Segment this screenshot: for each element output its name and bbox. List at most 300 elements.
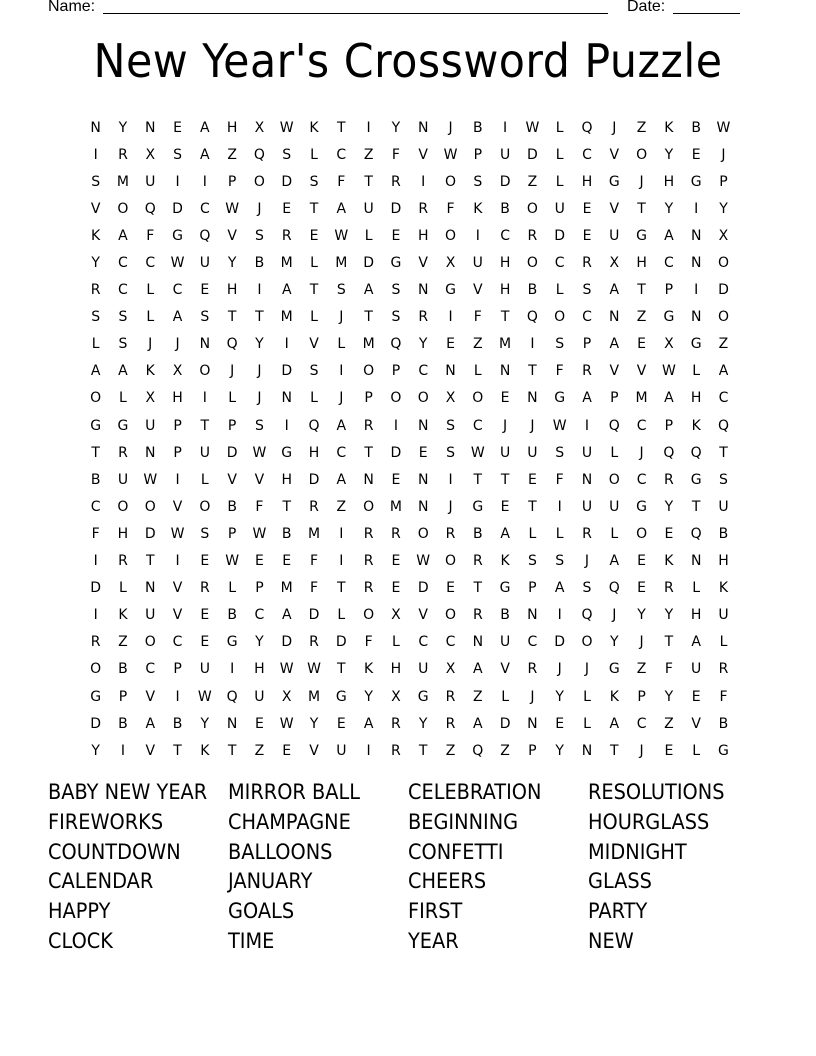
grid-cell[interactable]: T [473,471,483,488]
grid-cell[interactable]: R [118,444,128,461]
grid-cell[interactable]: A [609,715,620,732]
grid-cell[interactable]: A [664,227,674,244]
grid-cell[interactable]: R [363,580,374,597]
grid-cell[interactable]: A [363,282,374,299]
grid-cell[interactable]: C [254,607,265,624]
grid-cell[interactable]: N [472,634,484,651]
grid-cell[interactable]: P [227,417,237,434]
grid-cell[interactable]: W [252,444,267,461]
grid-cell[interactable]: O [417,525,429,542]
grid-cell[interactable]: L [610,444,619,461]
grid-cell[interactable]: H [663,173,675,190]
grid-cell[interactable]: T [173,742,182,759]
grid-cell[interactable]: P [173,661,182,678]
grid-cell[interactable]: T [309,200,319,217]
grid-cell[interactable]: E [336,715,346,732]
grid-cell[interactable]: S [200,525,210,542]
grid-cell[interactable]: T [528,498,537,515]
grid-cell[interactable]: H [499,255,511,272]
grid-cell[interactable]: T [145,553,155,570]
grid-cell[interactable]: P [664,282,674,299]
grid-cell[interactable]: N [527,607,538,624]
grid-cell[interactable]: C [582,146,592,163]
grid-cell[interactable]: T [610,742,619,759]
grid-cell[interactable]: M [307,688,321,705]
grid-cell[interactable]: T [528,363,537,380]
grid-cell[interactable]: P [173,444,182,461]
grid-cell[interactable]: I [366,119,371,136]
grid-cell[interactable]: M [280,255,293,272]
grid-cell[interactable]: A [118,227,128,244]
grid-cell[interactable]: O [444,553,457,570]
grid-cell[interactable]: P [364,390,373,407]
grid-cell[interactable]: E [637,580,647,597]
grid-cell[interactable]: C [145,255,156,272]
grid-cell[interactable]: U [117,471,129,488]
grid-cell[interactable]: D [308,607,320,624]
grid-cell[interactable]: L [146,282,155,299]
grid-cell[interactable]: C [336,146,347,163]
grid-cell[interactable]: T [719,444,728,461]
grid-cell[interactable]: I [339,363,344,380]
grid-cell[interactable]: X [445,255,456,272]
grid-cell[interactable]: X [254,119,265,136]
grid-cell[interactable]: E [173,119,182,136]
grid-cell[interactable]: U [336,742,347,759]
grid-cell[interactable]: D [554,634,566,651]
grid-cell[interactable]: Y [391,119,401,136]
grid-cell[interactable]: L [555,146,564,163]
grid-cell[interactable]: R [391,742,401,759]
grid-cell[interactable]: C [636,715,647,732]
grid-cell[interactable]: R [472,553,483,570]
grid-cell[interactable]: Q [581,607,593,624]
grid-cell[interactable]: W [416,553,431,570]
grid-cell[interactable]: R [718,661,729,678]
grid-cell[interactable]: B [500,200,510,217]
grid-cell[interactable]: O [417,390,429,407]
grid-cell[interactable]: Q [253,146,265,163]
grid-cell[interactable]: P [473,146,483,163]
grid-cell[interactable]: A [473,661,483,678]
grid-cell[interactable]: R [363,525,374,542]
grid-cell[interactable]: V [691,715,701,732]
grid-cell[interactable]: Y [118,119,128,136]
grid-cell[interactable]: S [309,173,319,190]
grid-cell[interactable]: Q [717,417,729,434]
grid-cell[interactable]: S [473,173,483,190]
grid-cell[interactable]: D [390,444,402,461]
grid-cell[interactable]: H [390,661,402,678]
grid-cell[interactable]: L [501,688,509,705]
grid-cell[interactable]: R [391,715,401,732]
grid-cell[interactable]: O [581,634,593,651]
grid-cell[interactable]: I [694,200,699,217]
grid-cell[interactable]: H [636,255,647,272]
grid-cell[interactable]: L [91,336,100,353]
grid-cell[interactable]: O [199,498,211,515]
grid-cell[interactable]: C [445,634,456,651]
grid-cell[interactable]: L [555,119,564,136]
grid-cell[interactable]: N [199,336,211,353]
grid-cell[interactable]: U [527,444,538,461]
grid-cell[interactable]: U [254,688,265,705]
grid-cell[interactable]: Q [472,742,484,759]
grid-cell[interactable]: U [718,498,729,515]
grid-cell[interactable]: R [391,173,401,190]
grid-cell[interactable]: K [145,363,155,380]
grid-cell[interactable]: L [555,173,564,190]
grid-cell[interactable]: Q [608,580,620,597]
grid-cell[interactable]: Y [664,688,674,705]
grid-cell[interactable]: A [609,336,620,353]
grid-cell[interactable]: L [692,363,701,380]
grid-cell[interactable]: H [254,661,265,678]
grid-cell[interactable]: S [582,282,592,299]
grid-cell[interactable]: S [173,146,182,163]
grid-cell[interactable]: W [252,525,267,542]
grid-cell[interactable]: G [608,661,620,678]
grid-cell[interactable]: B [691,119,701,136]
grid-cell[interactable]: V [309,742,319,759]
grid-cell[interactable]: P [528,580,537,597]
grid-cell[interactable]: Y [255,336,264,353]
grid-cell[interactable]: S [719,471,728,488]
grid-cell[interactable]: A [172,309,183,326]
name-field[interactable] [103,13,608,14]
grid-cell[interactable]: R [582,525,592,542]
grid-cell[interactable]: S [336,282,346,299]
grid-cell[interactable]: S [91,173,101,190]
grid-cell[interactable]: A [200,119,210,136]
grid-cell[interactable]: Z [636,309,647,326]
grid-cell[interactable]: B [254,255,265,272]
grid-cell[interactable]: U [609,498,620,515]
grid-cell[interactable]: V [609,146,620,163]
grid-cell[interactable]: N [581,471,593,488]
grid-cell[interactable]: Z [636,119,647,136]
grid-cell[interactable]: O [199,363,211,380]
grid-cell[interactable]: R [472,607,483,624]
grid-cell[interactable]: Z [227,146,237,163]
grid-cell[interactable]: J [503,417,508,434]
grid-cell[interactable]: G [281,444,293,461]
grid-cell[interactable]: Y [255,634,264,651]
grid-cell[interactable]: I [257,282,262,299]
grid-cell[interactable]: E [200,634,210,651]
grid-cell[interactable]: F [446,200,455,217]
grid-cell[interactable]: T [364,444,373,461]
grid-cell[interactable]: V [172,607,183,624]
grid-cell[interactable]: G [690,471,702,488]
grid-cell[interactable]: U [609,227,620,244]
grid-cell[interactable]: G [417,688,429,705]
grid-cell[interactable]: J [175,336,180,353]
grid-cell[interactable]: N [90,119,101,136]
grid-cell[interactable]: V [309,336,319,353]
grid-cell[interactable]: T [282,498,291,515]
grid-cell[interactable]: R [527,227,538,244]
grid-cell[interactable]: W [143,471,158,488]
grid-cell[interactable]: M [116,173,129,190]
grid-cell[interactable]: B [118,661,128,678]
grid-cell[interactable]: E [500,498,510,515]
grid-cell[interactable]: Q [581,119,593,136]
grid-cell[interactable]: S [254,417,264,434]
grid-cell[interactable]: L [228,390,237,407]
grid-cell[interactable]: P [528,742,537,759]
grid-cell[interactable]: M [280,309,293,326]
grid-cell[interactable]: U [145,173,156,190]
grid-cell[interactable]: E [391,471,401,488]
grid-cell[interactable]: A [473,715,483,732]
grid-cell[interactable]: P [227,525,237,542]
grid-cell[interactable]: V [418,255,428,272]
grid-cell[interactable]: E [309,227,319,244]
grid-cell[interactable]: U [199,661,210,678]
grid-cell[interactable]: J [448,498,453,515]
grid-cell[interactable]: R [391,525,401,542]
grid-cell[interactable]: T [227,742,237,759]
grid-cell[interactable]: K [609,688,619,705]
grid-cell[interactable]: I [175,688,180,705]
grid-cell[interactable]: N [417,119,429,136]
grid-cell[interactable]: Y [227,255,237,272]
grid-cell[interactable]: C [527,634,538,651]
grid-cell[interactable]: E [391,227,401,244]
grid-cell[interactable]: I [557,607,562,624]
grid-cell[interactable]: R [527,661,538,678]
grid-cell[interactable]: Y [91,255,100,272]
grid-cell[interactable]: A [664,390,674,407]
grid-cell[interactable]: E [418,444,428,461]
grid-cell[interactable]: E [255,715,264,732]
grid-cell[interactable]: D [308,471,320,488]
grid-cell[interactable]: Y [418,336,428,353]
grid-cell[interactable]: V [145,742,156,759]
grid-cell[interactable]: Z [636,661,647,678]
grid-cell[interactable]: A [90,363,101,380]
grid-cell[interactable]: X [281,688,292,705]
grid-cell[interactable]: J [639,444,644,461]
grid-cell[interactable]: O [526,200,538,217]
grid-cell[interactable]: O [636,146,648,163]
grid-cell[interactable]: D [390,200,402,217]
grid-cell[interactable]: H [690,390,702,407]
grid-cell[interactable]: E [500,390,510,407]
grid-cell[interactable]: L [228,580,237,597]
grid-cell[interactable]: J [339,309,344,326]
grid-cell[interactable]: I [93,553,98,570]
grid-cell[interactable]: U [199,444,210,461]
grid-cell[interactable]: I [475,227,480,244]
grid-cell[interactable]: I [448,471,453,488]
grid-cell[interactable]: I [284,417,289,434]
grid-cell[interactable]: W [661,363,676,380]
grid-cell[interactable]: L [610,525,619,542]
grid-cell[interactable]: C [336,444,347,461]
grid-cell[interactable]: B [718,525,729,542]
grid-cell[interactable]: A [281,607,292,624]
grid-cell[interactable]: U [472,255,483,272]
grid-cell[interactable]: M [362,336,375,353]
grid-cell[interactable]: E [446,580,455,597]
grid-cell[interactable]: Z [664,715,674,732]
grid-cell[interactable]: S [118,309,128,326]
grid-cell[interactable]: S [254,227,264,244]
grid-cell[interactable]: G [90,417,102,434]
grid-cell[interactable]: Z [363,146,374,163]
grid-cell[interactable]: C [118,255,128,272]
grid-cell[interactable]: J [584,553,590,570]
grid-cell[interactable]: T [337,119,346,136]
grid-cell[interactable]: R [445,715,456,732]
grid-cell[interactable]: T [418,742,428,759]
grid-cell[interactable]: U [499,444,511,461]
grid-cell[interactable]: M [635,390,648,407]
grid-cell[interactable]: E [582,200,592,217]
grid-cell[interactable]: Y [309,715,319,732]
grid-cell[interactable]: T [664,634,674,651]
grid-cell[interactable]: L [719,634,728,651]
grid-cell[interactable]: O [390,390,402,407]
grid-cell[interactable]: L [555,525,564,542]
grid-cell[interactable]: C [663,255,674,272]
grid-cell[interactable]: S [582,580,592,597]
grid-cell[interactable]: I [339,525,344,542]
grid-cell[interactable]: L [528,525,537,542]
grid-cell[interactable]: K [200,742,210,759]
grid-cell[interactable]: C [172,634,183,651]
grid-cell[interactable]: H [417,227,429,244]
grid-cell[interactable]: W [525,119,540,136]
grid-cell[interactable]: G [608,173,620,190]
grid-cell[interactable]: B [500,607,510,624]
grid-cell[interactable]: T [227,309,237,326]
grid-cell[interactable]: L [310,390,318,407]
grid-cell[interactable]: N [145,119,156,136]
grid-cell[interactable]: D [281,363,293,380]
grid-cell[interactable]: X [172,363,183,380]
grid-cell[interactable]: A [363,715,374,732]
grid-cell[interactable]: C [118,282,128,299]
grid-cell[interactable]: S [555,444,565,461]
grid-cell[interactable]: Q [690,444,702,461]
grid-cell[interactable]: I [284,336,289,353]
grid-cell[interactable]: G [690,173,702,190]
grid-cell[interactable]: B [473,119,483,136]
grid-cell[interactable]: Q [608,417,620,434]
grid-cell[interactable]: Y [555,688,564,705]
grid-cell[interactable]: V [473,282,483,299]
grid-cell[interactable]: N [445,363,456,380]
grid-cell[interactable]: S [391,282,401,299]
grid-cell[interactable]: I [584,417,590,434]
grid-cell[interactable]: E [555,715,565,732]
grid-cell[interactable]: Y [664,498,674,515]
grid-cell[interactable]: X [718,227,729,244]
grid-cell[interactable]: U [581,498,593,515]
grid-cell[interactable]: E [391,553,401,570]
grid-cell[interactable]: I [557,498,562,515]
grid-cell[interactable]: E [391,580,401,597]
date-field[interactable] [673,13,740,14]
grid-cell[interactable]: O [472,390,484,407]
grid-cell[interactable]: R [309,498,319,515]
grid-cell[interactable]: J [257,200,262,217]
grid-cell[interactable]: E [282,742,292,759]
grid-cell[interactable]: G [499,580,511,597]
grid-cell[interactable]: W [279,661,294,678]
grid-cell[interactable]: G [718,742,729,759]
grid-cell[interactable]: V [172,498,183,515]
grid-cell[interactable]: U [499,634,511,651]
grid-cell[interactable]: U [581,444,593,461]
grid-cell[interactable]: A [336,417,347,434]
grid-cell[interactable]: N [690,553,702,570]
grid-cell[interactable]: I [175,173,180,190]
grid-cell[interactable]: G [117,417,129,434]
grid-cell[interactable]: N [363,471,374,488]
grid-cell[interactable]: R [418,309,429,326]
grid-cell[interactable]: F [146,227,155,244]
grid-cell[interactable]: Y [200,715,210,732]
grid-cell[interactable]: S [118,336,128,353]
grid-cell[interactable]: A [118,363,128,380]
grid-cell[interactable]: L [119,390,127,407]
grid-cell[interactable]: A [281,282,292,299]
grid-cell[interactable]: T [691,498,701,515]
grid-cell[interactable]: Q [690,525,702,542]
grid-cell[interactable]: J [257,390,262,407]
grid-cell[interactable]: P [719,173,728,190]
grid-cell[interactable]: N [690,227,702,244]
grid-cell[interactable]: G [690,336,702,353]
grid-cell[interactable]: Z [473,336,483,353]
grid-cell[interactable]: F [391,146,400,163]
grid-cell[interactable]: C [418,363,429,380]
grid-cell[interactable]: K [473,200,483,217]
grid-cell[interactable]: C [90,498,101,515]
grid-cell[interactable]: L [364,227,373,244]
grid-cell[interactable]: L [692,580,701,597]
grid-cell[interactable]: L [310,255,318,272]
grid-cell[interactable]: Z [500,742,510,759]
grid-cell[interactable]: A [691,634,701,651]
grid-cell[interactable]: L [583,688,591,705]
grid-cell[interactable]: R [445,525,456,542]
grid-cell[interactable]: Q [226,336,238,353]
grid-cell[interactable]: P [173,417,182,434]
grid-cell[interactable]: S [200,309,210,326]
grid-cell[interactable]: S [282,146,292,163]
grid-cell[interactable]: U [691,661,702,678]
grid-cell[interactable]: V [636,363,647,380]
grid-cell[interactable]: O [363,363,375,380]
grid-cell[interactable]: D [226,444,238,461]
grid-cell[interactable]: F [309,580,319,597]
grid-cell[interactable]: E [200,553,210,570]
grid-cell[interactable]: D [718,282,729,299]
grid-cell[interactable]: E [446,336,455,353]
grid-cell[interactable]: I [694,282,699,299]
grid-cell[interactable]: Q [144,200,156,217]
grid-cell[interactable]: W [552,417,567,434]
grid-cell[interactable]: I [421,173,426,190]
grid-cell[interactable]: O [90,661,102,678]
grid-cell[interactable]: B [90,471,101,488]
grid-cell[interactable]: A [609,282,620,299]
